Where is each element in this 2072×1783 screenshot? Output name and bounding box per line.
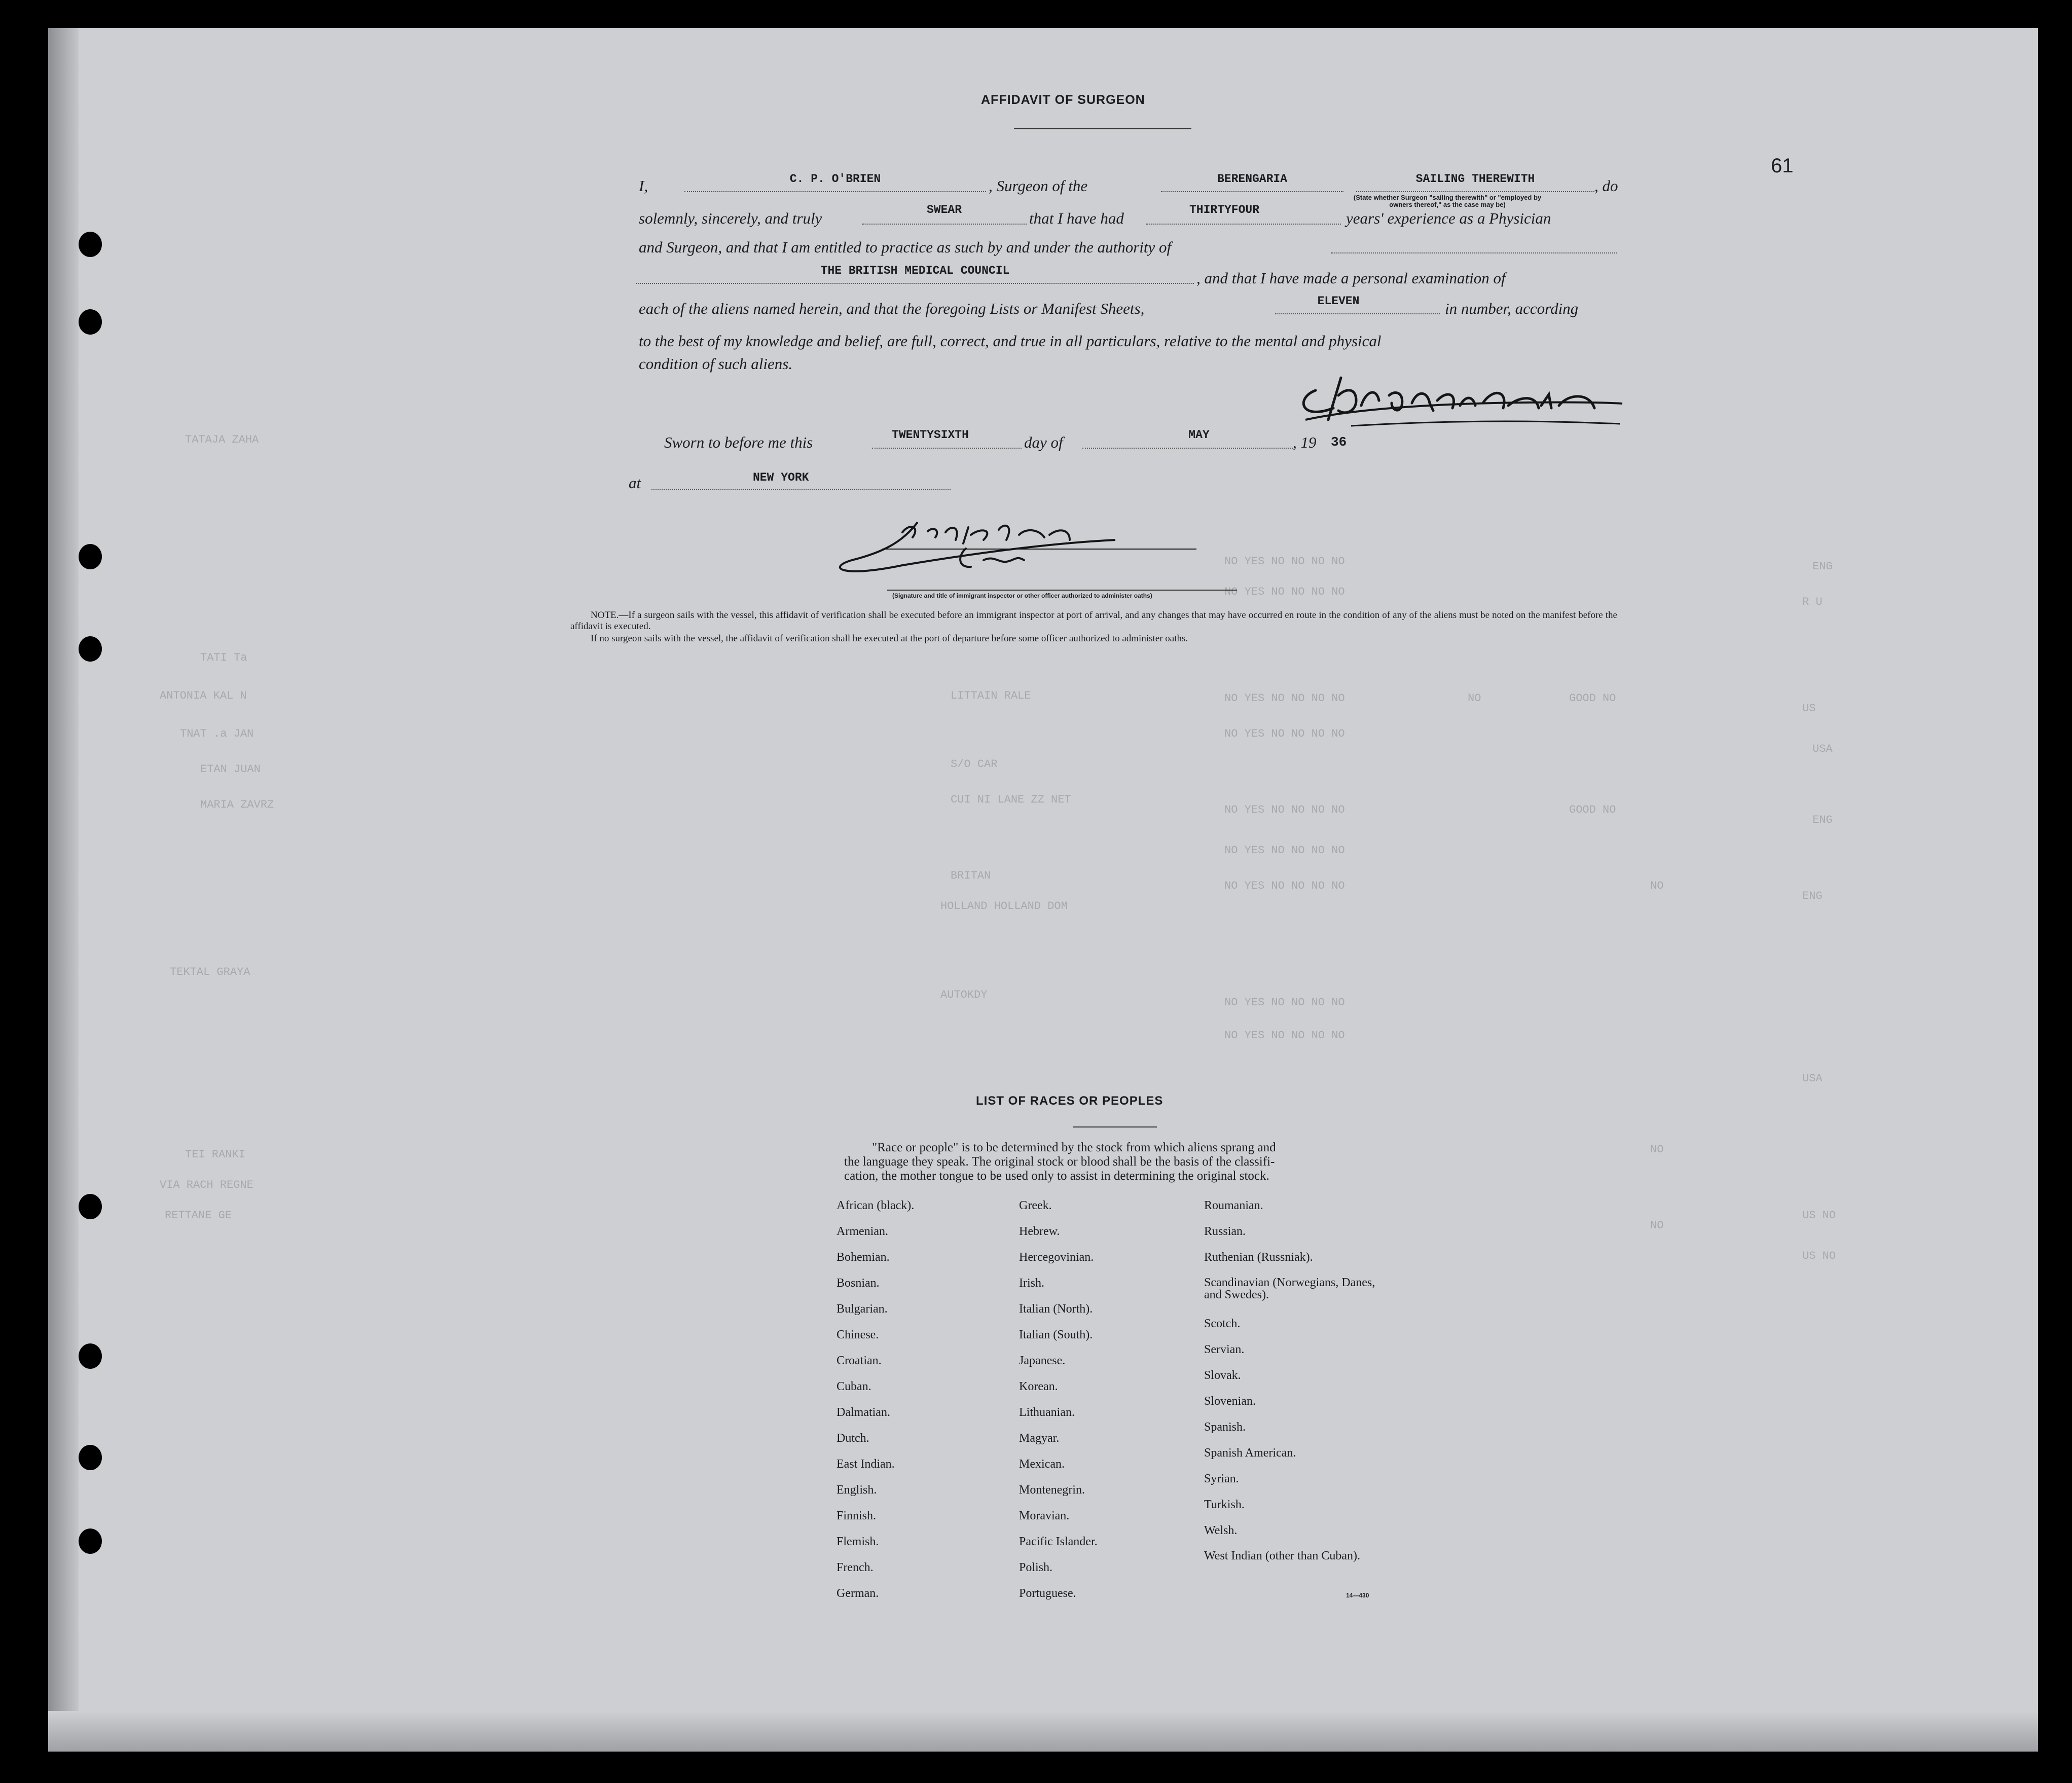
race-entry: Moravian. (1019, 1509, 1070, 1522)
race-entry: Magyar. (1019, 1432, 1060, 1445)
binder-hole (79, 544, 102, 569)
affidavit-line2-prefix: solemnly, sincerely, and truly (639, 209, 822, 227)
race-entry: Japanese. (1019, 1354, 1066, 1367)
race-entry: German. (837, 1587, 879, 1600)
race-entry: Korean. (1019, 1380, 1058, 1393)
sworn-year: 36 (1331, 434, 1347, 450)
sworn-place: NEW YORK (753, 471, 809, 484)
race-entry: Syrian. (1204, 1472, 1239, 1485)
races-intro-2: the language they speak. The original stock or blood shall be the basis of the classifi- (844, 1155, 1275, 1169)
inspector-signature (831, 512, 1196, 588)
affidavit-line6: to the best of my knowledge and belief, are full, correct, and true in all particulars, relative to the mental and physical (639, 332, 1382, 350)
ship-name: BERENGARIA (1217, 172, 1288, 186)
authority-line (636, 283, 1194, 284)
sworn-year-prefix: , 19 (1293, 433, 1317, 451)
race-entry: Cuban. (837, 1380, 871, 1393)
race-entry: Ruthenian (Russniak). (1204, 1251, 1313, 1264)
years-experience: THIRTYFOUR (1189, 203, 1260, 216)
race-entry: West Indian (other than Cuban). (1204, 1549, 1360, 1562)
binder-hole (79, 1529, 102, 1554)
affidavit-line1-suffix: , do (1594, 177, 1618, 195)
race-entry: Pacific Islander. (1019, 1535, 1098, 1548)
races-title: LIST OF RACES OR PEOPLES (976, 1094, 1164, 1108)
authority-line-start (1331, 252, 1617, 253)
form-number: 14—430 (1346, 1592, 1369, 1599)
race-entry: Portuguese. (1019, 1587, 1076, 1600)
affidavit-line7: condition of such aliens. (639, 355, 793, 373)
affidavit-line5-suffix: in number, according (1445, 300, 1579, 317)
race-entry: Slovenian. (1204, 1395, 1256, 1408)
race-entry: English. (837, 1483, 877, 1497)
race-entry: Slovak. (1204, 1369, 1241, 1382)
page-number: 61 (1771, 155, 1794, 177)
binder-hole (79, 309, 102, 335)
races-column-2 (1019, 1199, 1098, 1613)
affidavit-line1-middle: , Surgeon of the (989, 177, 1088, 195)
surgeon-name-line (684, 191, 986, 192)
inspector-caption: (Signature and title of immigrant inspector or other officer authorized to administer oaths) (892, 592, 1152, 599)
binder-hole (79, 1445, 102, 1470)
at-place-line (651, 489, 951, 490)
title-underline (1014, 128, 1191, 129)
race-entry: Servian. (1204, 1343, 1245, 1356)
race-entry: Spanish American. (1204, 1446, 1296, 1460)
sworn-prefix: Sworn to before me this (664, 433, 813, 451)
race-entry: Turkish. (1204, 1498, 1245, 1511)
sworn-day-of: day of (1024, 433, 1063, 451)
affidavit-line4-suffix: , and that I have made a personal examination of (1196, 269, 1506, 287)
affidavit-line2-middle: that I have had (1029, 209, 1124, 227)
race-entry: Armenian. (837, 1225, 888, 1238)
binder-hole (79, 636, 102, 662)
licensing-authority: THE BRITISH MEDICAL COUNCIL (820, 264, 1010, 277)
race-entry: Hebrew. (1019, 1225, 1060, 1238)
races-intro-1: "Race or people" is to be determined by the stock from which aliens sprang and (872, 1141, 1276, 1154)
race-entry: Polish. (1019, 1561, 1053, 1574)
race-entry: Russian. (1204, 1225, 1246, 1238)
race-entry: Dutch. (837, 1432, 869, 1445)
sworn-month: MAY (1188, 428, 1210, 442)
binder-hole (79, 232, 102, 257)
affidavit-note (570, 610, 1617, 632)
surgeon-name: C. P. O'BRIEN (789, 172, 881, 186)
sheet-count-line (1275, 313, 1440, 314)
at-prefix: at (629, 474, 641, 492)
years-line (1146, 224, 1341, 225)
race-entry: Mexican. (1019, 1458, 1065, 1471)
affidavit-note-2: If no surgeon sails with the vessel, the affidavit of verification shall be executed at the port of departure before some officer authorized to administer oaths. (591, 633, 1188, 644)
manifest-page: TATAJA ZAHA TATI Ta ANTONIA KAL N TNAT .a JAN ETAN JUAN MARIA ZAVRZ TEKTAL GRAYA TEI RANKI VIA RACH REGNE RETTANE GE LITTAIN RALE S/O CAR CUI NI LANE ZZ NET BRITAN HOLLAND HOLLAND DOM AUTOKDY NO YES NO NO NO NO NO YES NO NO NO NO NO YES NO NO NO NO NO YES NO NO NO NO NO YES NO NO NO NO NO YES NO NO NO NO NO YES NO NO NO NO NO YES NO NO NO NO NO YES NO NO NO NO NO GOOD NO GOOD NO NO NO NO ENG R U US USA ENG ENG USA US NO US NO 61 AFFIDAVIT OF SURGEON I, C. P. O'BRIEN , Surgeon of the BERENGARIA SAILING THEREWITH , do (State whether Surgeon "sailing therewith" or "employed by owners thereof," as the case may be) solemnly, sincerely, and truly SWEAR that I have had THIRTYFOUR years' experience as a Physician and Surgeon, and that I am entitled to practice as such by and under the authority of THE BRITISH MEDICAL COUNCIL , and that I have made a personal examination of each of the aliens named herein, and that the foregoing Lists or Manifest Sheets, ELEVEN in number, according to the best of my knowledge and belief, are full, correct, and true in all particulars, relative to the mental and physical condition of such aliens. Sworn to before me this TWENTYSIXTH day of MAY , 19 36 at NEW YORK (Signature and title of immigrant inspector or other officer authorized to administer oaths) NOTE.—If a surgeon sails with the vessel, this affidavit of verification shall be executed before an immigrant inspector at port of arrival, and any changes that may have occurred en route in the condition of any of the aliens must be noted on the manifest before the affidavit is executed. If no surgeon sails with the vessel, the affidavit of verification shall be executed at the port of departure before some officer authorized to administer oaths. LIST OF RACES OR PEOPLES "Race or people" is to be determined by the stock from which aliens sprang and the language they speak. The original stock or blood shall be the basis of the classifi- cation, the mother tongue to be used only to assist in determining the original stock. African (black). Armenian. Bohemian. Bosnian. Bulgarian. Chinese. Croatian. Cuban. Dalmatian. Dutch. East Indian. English. Finnish. Flemish. French. German. Greek. Hebrew. Hercegovinian. Irish. Italian (North). Italian (South). Japanese. Korean. Lithuanian. Magyar. Mexican. Montenegrin. Moravian. Pacific Islander. Polish. Portuguese. Roumanian. Russian. Ruthenian (Russniak). Scandinavian (Norwegians, Danes, and Swedes). Scotch. Servian. Slovak. Slovenian. Spanish. Spanish American. Syrian. Turkish. Welsh. West Indian (other than Cuban). 14—430 (48, 28, 2038, 1752)
race-entry: Hercegovinian. (1019, 1251, 1094, 1264)
race-entry: Italian (North). (1019, 1302, 1093, 1316)
affidavit-line1-prefix: I, (639, 177, 648, 195)
race-entry: Greek. (1019, 1199, 1052, 1212)
sworn-day-line (872, 448, 1022, 449)
manifest-sheet-count: ELEVEN (1317, 295, 1360, 308)
race-entry: Spanish. (1204, 1421, 1246, 1434)
capacity-instruction: (State whether Surgeon "sailing therewith" or "employed by owners thereof," as the case may be) (1353, 194, 1542, 208)
race-entry: Irish. (1019, 1277, 1044, 1290)
race-entry: Flemish. (837, 1535, 879, 1548)
race-entry: Scandinavian (Norwegians, Danes, and Swedes). (1204, 1276, 1375, 1301)
race-entry: Dalmatian. (837, 1406, 890, 1419)
sworn-day: TWENTYSIXTH (892, 428, 969, 442)
race-entry: Welsh. (1204, 1524, 1238, 1537)
oath-line (862, 224, 1027, 225)
affidavit-line2-suffix: years' experience as a Physician (1346, 209, 1551, 227)
races-column-1 (837, 1199, 914, 1613)
affidavit-title: AFFIDAVIT OF SURGEON (981, 93, 1145, 107)
surgeon-signature (1285, 360, 1630, 436)
note-text: —If a surgeon sails with the vessel, this affidavit of verification shall be executed before an immigrant inspector at port of arrival, and any changes that may have occurred en route in the condition of any of the aliens must be noted on the manifest before the affidavit is executed. (570, 610, 1617, 632)
surgeon-capacity-line (1356, 191, 1594, 192)
race-entry: Italian (South). (1019, 1328, 1093, 1341)
race-entry: Lithuanian. (1019, 1406, 1075, 1419)
race-entry: African (black). (837, 1199, 915, 1212)
races-column-3 (1204, 1199, 1387, 1582)
race-entry: East Indian. (837, 1458, 895, 1471)
inspector-signature-line (887, 590, 1237, 591)
binder-hole (79, 1343, 102, 1369)
oath-type: SWEAR (926, 203, 962, 216)
race-entry: Roumanian. (1204, 1199, 1263, 1212)
race-entry: Chinese. (837, 1328, 879, 1341)
race-entry: French. (837, 1561, 874, 1574)
sworn-month-line (1082, 448, 1293, 449)
ship-name-line (1161, 191, 1343, 192)
race-entry: Bosnian. (837, 1277, 880, 1290)
race-entry: Montenegrin. (1019, 1483, 1085, 1497)
race-entry: Bohemian. (837, 1251, 890, 1264)
affidavit-line5-prefix: each of the aliens named herein, and that the foregoing Lists or Manifest Sheets, (639, 300, 1145, 317)
affidavit-line3: and Surgeon, and that I am entitled to practice as such by and under the authority of (639, 238, 1172, 256)
races-title-underline (1073, 1126, 1157, 1127)
race-entry: Scotch. (1204, 1317, 1241, 1330)
race-entry: Bulgarian. (837, 1302, 888, 1316)
race-entry: Finnish. (837, 1509, 877, 1522)
races-intro-3: cation, the mother tongue to be used only to assist in determining the original stock. (844, 1169, 1269, 1183)
surgeon-capacity: SAILING THEREWITH (1415, 172, 1535, 186)
note-label: NOTE. (591, 610, 619, 621)
binder-hole (79, 1194, 102, 1219)
race-entry: Croatian. (837, 1354, 882, 1367)
